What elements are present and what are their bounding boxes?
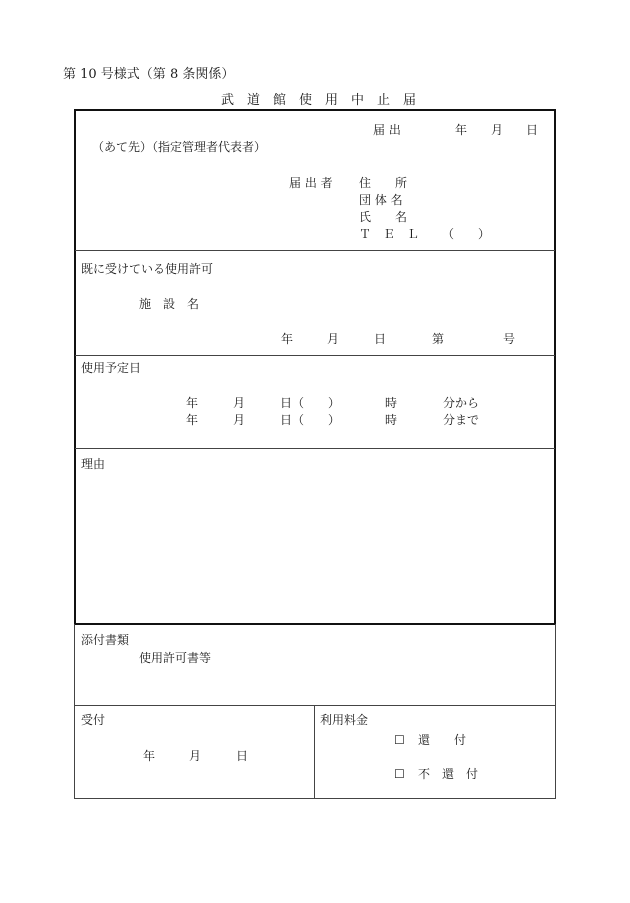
schedule-start-day: 日（ ） [280,396,341,410]
permit-number-prefix: 第 [432,332,445,346]
tel-label: Ｔ Ｅ Ｌ [359,227,420,241]
divider-reception-fee [314,705,315,798]
refund-checkbox[interactable]: ☐ [394,733,405,747]
permit-month: 月 [327,332,340,346]
form-title: 武 道 館 使 用 中 止 届 [221,93,417,108]
submission-year: 年 [455,123,468,137]
no-refund-checkbox[interactable]: ☐ [394,767,405,781]
group-name-label: 団 体 名 [359,193,403,207]
reason-heading: 理由 [81,457,106,471]
divider-permit [75,355,555,356]
schedule-end-minute: 分まで [443,413,480,427]
address-label: 住 所 [359,176,408,190]
reception-year: 年 [143,749,156,763]
divider-notice [75,250,555,251]
addressee: （あて先）（指定管理者代表者） [92,140,267,154]
facility-label: 施 設 名 [139,297,200,311]
schedule-end-month: 月 [233,413,246,427]
submission-label: 届 出 [373,123,401,137]
reception-day: 日 [236,749,249,763]
permit-day: 日 [374,332,387,346]
schedule-start-minute: 分から [443,396,480,410]
schedule-end-hour: 時 [385,413,398,427]
submission-day: 日 [526,123,539,137]
permit-heading: 既に受けている使用許可 [81,262,214,276]
tel-parens: （ ） [442,227,491,241]
attachments-heading: 添付書類 [81,633,130,647]
reception-month: 月 [189,749,202,763]
divider-schedule [75,448,555,449]
name-label: 氏 名 [359,210,408,224]
permit-year: 年 [281,332,294,346]
attachments-item: 使用許可書等 [139,651,212,665]
schedule-start-hour: 時 [385,396,398,410]
schedule-start-month: 月 [233,396,246,410]
form-number: 第 10 号様式（第 8 条関係） [63,67,235,82]
schedule-heading: 使用予定日 [81,361,142,375]
refund-label: 還 付 [418,733,467,747]
applicant-label: 届 出 者 [289,176,333,190]
divider-attachments [74,705,556,706]
schedule-end-day: 日（ ） [280,413,341,427]
fee-heading: 利用料金 [320,713,369,727]
schedule-start-year: 年 [186,396,199,410]
reception-heading: 受付 [81,713,106,727]
no-refund-label: 不 還 付 [418,767,479,781]
schedule-end-year: 年 [186,413,199,427]
permit-number-suffix: 号 [503,332,516,346]
submission-month: 月 [491,123,504,137]
